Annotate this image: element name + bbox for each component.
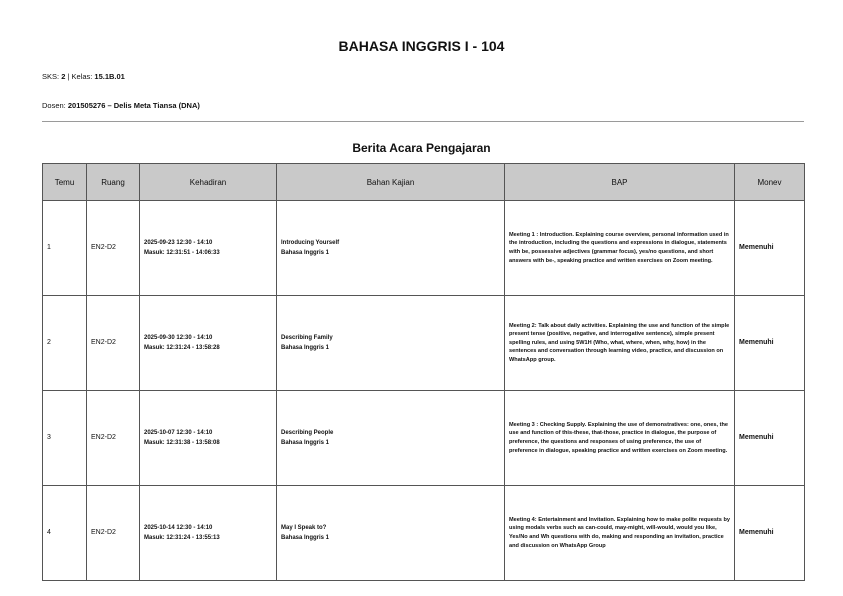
cell-ruang: EN2-D2	[87, 296, 140, 391]
kajian-title: Introducing Yourself	[281, 240, 340, 246]
cell-kehadiran	[140, 201, 277, 296]
table-header-row	[43, 164, 805, 201]
cell-monev: Memenuhi	[735, 486, 805, 581]
cell-ruang: EN2-D2	[87, 391, 140, 486]
kajian-course: Bahasa Inggris 1	[281, 250, 330, 256]
sks-label: SKS:	[42, 72, 62, 81]
cell-kehadiran	[140, 486, 277, 581]
bap-table	[42, 163, 805, 581]
header-temu: Temu	[43, 164, 87, 201]
table-row	[43, 391, 805, 486]
cell-monev: Memenuhi	[735, 391, 805, 486]
header-monev: Monev	[735, 164, 805, 201]
kajian-course: Bahasa Inggris 1	[281, 440, 330, 446]
kehadiran-masuk: Masuk: 12:31:38 - 13:58:08	[144, 440, 220, 446]
table-row	[43, 486, 805, 581]
kehadiran-masuk: Masuk: 12:31:24 - 13:55:13	[144, 535, 220, 541]
cell-bap: Meeting 1 : Introduction. Explaining course overview, personal information used in the introduction, including the questions and expressions in dialogue, statements with be, possessive adjectives (grammar focus), yes/no questions, and short answers with be-, speaking practice and written exercises on Zoom meeting.	[505, 201, 735, 296]
kehadiran-masuk: Masuk: 12:31:51 - 14:06:33	[144, 250, 220, 256]
cell-monev: Memenuhi	[735, 201, 805, 296]
cell-monev: Memenuhi	[735, 296, 805, 391]
document-title: BAHASA INGGRIS I - 104	[338, 38, 505, 54]
kehadiran-jadwal: 2025-09-30 12:30 - 14:10	[144, 335, 213, 341]
section-title: Berita Acara Pengajaran	[352, 141, 491, 155]
header-bahan-kajian: Bahan Kajian	[277, 164, 505, 201]
kehadiran-jadwal: 2025-10-07 12:30 - 14:10	[144, 430, 213, 436]
dosen-label: Dosen:	[42, 101, 68, 110]
header-kehadiran: Kehadiran	[140, 164, 277, 201]
cell-ruang: EN2-D2	[87, 201, 140, 296]
kelas-label: | Kelas:	[65, 72, 95, 81]
cell-temu: 4	[43, 486, 87, 581]
cell-ruang: EN2-D2	[87, 486, 140, 581]
cell-bahan-kajian	[277, 201, 505, 296]
kajian-title: Describing People	[281, 430, 334, 436]
header-ruang: Ruang	[87, 164, 140, 201]
cell-temu: 3	[43, 391, 87, 486]
kajian-title: May I Speak to?	[281, 525, 327, 531]
header-bap: BAP	[505, 164, 735, 201]
kehadiran-jadwal: 2025-10-14 12:30 - 14:10	[144, 525, 213, 531]
cell-bahan-kajian	[277, 391, 505, 486]
cell-kehadiran	[140, 391, 277, 486]
cell-bap: Meeting 3 : Checking Supply. Explaining the use of demonstratives: one, ones, the use and function of this-these, that-those, practice in dialogue, the purpose of preference, the questions and responses of using preference, the use of preference in dialogue, speaking practice and written exercises on Zoom meeting.	[505, 391, 735, 486]
dosen-line	[42, 101, 200, 110]
kajian-course: Bahasa Inggris 1	[281, 535, 330, 541]
cell-bap: Meeting 4: Entertainment and Invitation. Explaining how to make polite requests by using modals verbs such as can-could, may-might, will-would, would you like, Yes/No and Wh questions with do, making and responding an invitation, practice and discussion on WhatsApp Group	[505, 486, 735, 581]
kajian-course: Bahasa Inggris 1	[281, 345, 330, 351]
cell-bap: Meeting 2: Talk about daily activities. Explaining the use and function of the simple present tense (positive, negative, and interrogative sentence), simple present spelling rules, and using 5W1H (Who, what, where, when, why, how) in the sentences and conversation through learning video, practice, and discussion on WhatsApp group.	[505, 296, 735, 391]
cell-bahan-kajian	[277, 486, 505, 581]
cell-bahan-kajian	[277, 296, 505, 391]
kajian-title: Describing Family	[281, 335, 333, 341]
cell-temu: 2	[43, 296, 87, 391]
kehadiran-masuk: Masuk: 12:31:24 - 13:58:28	[144, 345, 220, 351]
sks-value: 2	[61, 72, 66, 81]
divider	[42, 121, 804, 122]
cell-temu: 1	[43, 201, 87, 296]
table-row	[43, 296, 805, 391]
table-row	[43, 201, 805, 296]
cell-kehadiran	[140, 296, 277, 391]
kelas-value: 15.1B.01	[94, 72, 125, 81]
sks-kelas-line	[42, 72, 125, 81]
kehadiran-jadwal: 2025-09-23 12:30 - 14:10	[144, 240, 213, 246]
dosen-value: 201505276 – Delis Meta Tiansa (DNA)	[67, 101, 200, 110]
